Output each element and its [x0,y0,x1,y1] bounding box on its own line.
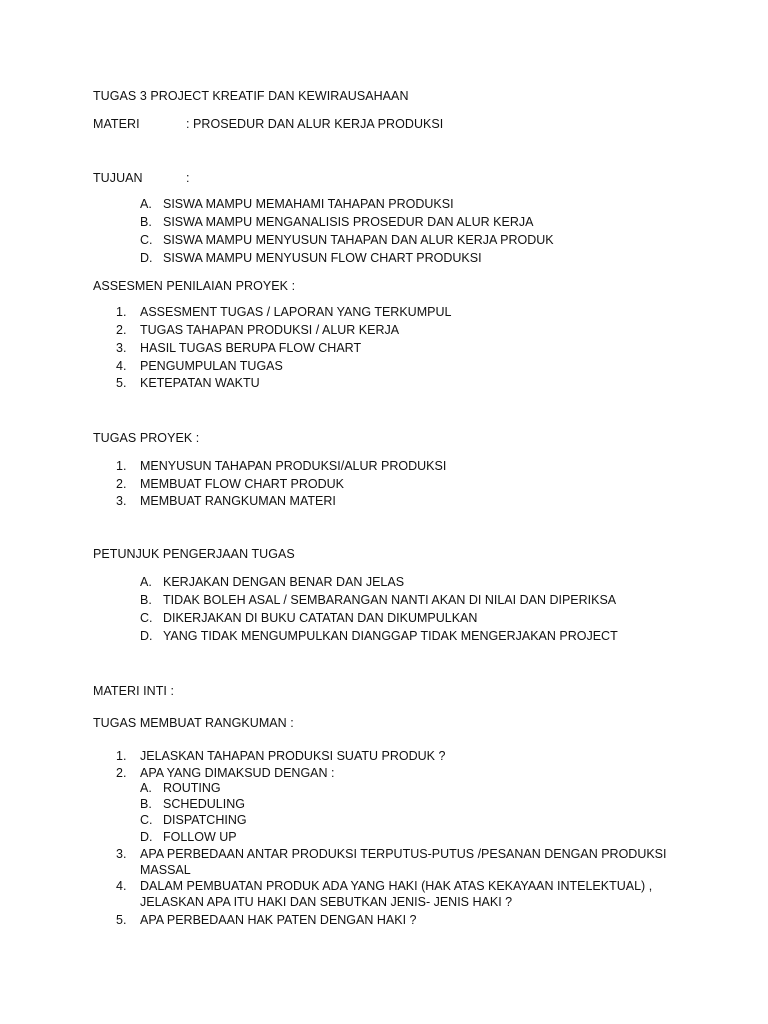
list-marker: B. [140,593,152,607]
list-marker: D. [140,830,153,844]
list-marker: A. [140,781,152,795]
petunjuk-heading: PETUNJUK PENGERJAAN TUGAS [93,547,295,561]
list-marker: 1. [116,459,127,473]
list-marker: 4. [116,879,127,893]
list-marker: 2. [116,766,127,780]
list-item: ROUTING [163,781,221,795]
list-item: MEMBUAT FLOW CHART PRODUK [140,477,344,491]
list-marker: 2. [116,323,127,337]
list-item: YANG TIDAK MENGUMPULKAN DIANGGAP TIDAK MENGERJAKAN PROJECT [163,629,618,643]
list-marker: C. [140,611,153,625]
list-marker: D. [140,251,153,265]
materi-label: MATERI [93,117,140,131]
list-item: HASIL TUGAS BERUPA FLOW CHART [140,341,362,355]
list-marker: 3. [116,494,127,508]
list-item: SISWA MAMPU MENYUSUN FLOW CHART PRODUKSI [163,251,482,265]
list-item: APA PERBEDAAN HAK PATEN DENGAN HAKI ? [140,913,417,927]
tujuan-label: TUJUAN [93,171,143,185]
rangkuman-heading: TUGAS MEMBUAT RANGKUMAN : [93,716,294,730]
list-item-continuation: JELASKAN APA ITU HAKI DAN SEBUTKAN JENIS- JENIS HAKI ? [140,895,513,909]
materi-value: : PROSEDUR DAN ALUR KERJA PRODUKSI [186,117,444,131]
list-item-continuation: MASSAL [140,863,191,877]
list-marker: 3. [116,341,127,355]
list-item: SCHEDULING [163,797,245,811]
list-marker: 1. [116,305,127,319]
list-item: DIKERJAKAN DI BUKU CATATAN DAN DIKUMPULKAN [163,611,478,625]
list-item: ASSESMENT TUGAS / LAPORAN YANG TERKUMPUL [140,305,452,319]
tujuan-colon: : [186,171,190,185]
list-item: APA PERBEDAAN ANTAR PRODUKSI TERPUTUS-PUTUS /PESANAN DENGAN PRODUKSI [140,847,667,861]
list-item: TUGAS TAHAPAN PRODUKSI / ALUR KERJA [140,323,400,337]
list-marker: B. [140,215,152,229]
list-item: APA YANG DIMAKSUD DENGAN : [140,766,335,780]
list-item: JELASKAN TAHAPAN PRODUKSI SUATU PRODUK ? [140,749,446,763]
list-item: SISWA MAMPU MEMAHAMI TAHAPAN PRODUKSI [163,197,454,211]
list-item: DALAM PEMBUATAN PRODUK ADA YANG HAKI (HAK ATAS KEKAYAAN INTELEKTUAL) , [140,879,653,893]
list-item: KERJAKAN DENGAN BENAR DAN JELAS [163,575,405,589]
tugas-proyek-heading: TUGAS PROYEK : [93,431,200,445]
list-item: KETEPATAN WAKTU [140,376,260,390]
list-item: FOLLOW UP [163,830,237,844]
list-marker: 5. [116,376,127,390]
list-item: MEMBUAT RANGKUMAN MATERI [140,494,336,508]
list-marker: D. [140,629,153,643]
list-marker: 3. [116,847,127,861]
list-item: MENYUSUN TAHAPAN PRODUKSI/ALUR PRODUKSI [140,459,447,473]
list-marker: C. [140,813,153,827]
list-marker: A. [140,197,152,211]
list-marker: A. [140,575,152,589]
list-marker: B. [140,797,152,811]
asesmen-heading: ASSESMEN PENILAIAN PROYEK : [93,279,296,293]
list-marker: 5. [116,913,127,927]
list-marker: 4. [116,359,127,373]
list-item: SISWA MAMPU MENGANALISIS PROSEDUR DAN ALUR KERJA [163,215,534,229]
list-item: DISPATCHING [163,813,247,827]
list-item: PENGUMPULAN TUGAS [140,359,283,373]
document-title: TUGAS 3 PROJECT KREATIF DAN KEWIRAUSAHAAN [93,89,409,103]
list-marker: 2. [116,477,127,491]
list-item: TIDAK BOLEH ASAL / SEMBARANGAN NANTI AKAN DI NILAI DAN DIPERIKSA [163,593,617,607]
materi-inti-heading: MATERI INTI : [93,684,174,698]
list-marker: 1. [116,749,127,763]
list-item: SISWA MAMPU MENYUSUN TAHAPAN DAN ALUR KERJA PRODUK [163,233,554,247]
list-marker: C. [140,233,153,247]
